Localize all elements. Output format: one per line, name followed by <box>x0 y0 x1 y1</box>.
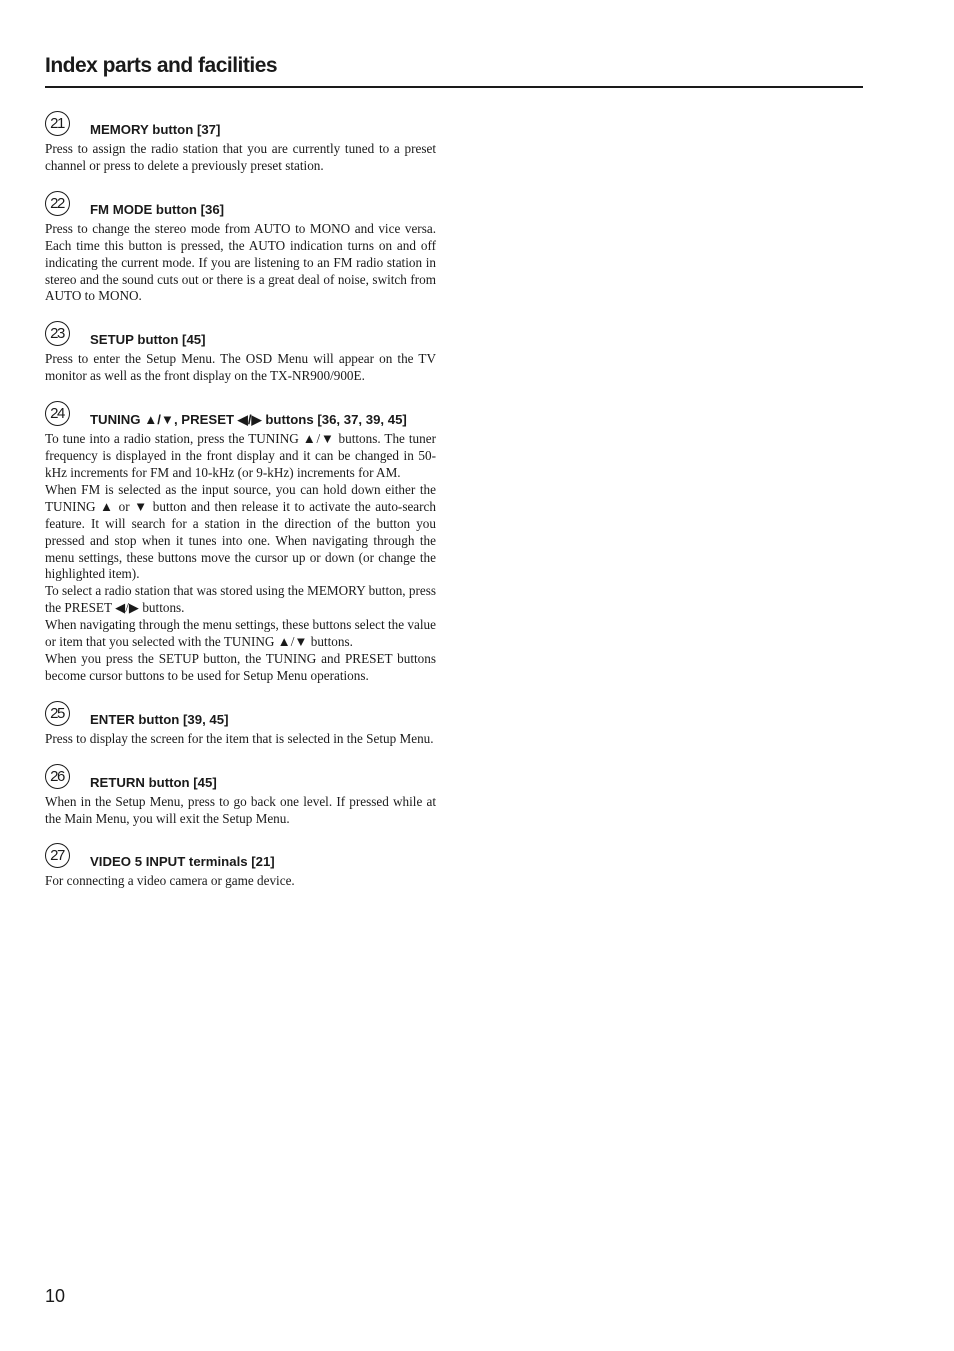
paragraph: When navigating through the menu settings, these buttons select the value or item that you selected with the TUNING ▲/▼ buttons. <box>45 617 436 650</box>
paragraph: When FM is selected as the input source, you can hold down either the TUNING ▲ or ▼ button and then release it to activate the auto-search feature. It will search for a station in the direction of the button you pressed and stop when it tunes into one. When navigating through the menu settings, these buttons move the cursor up or down (or change the highlighted item). <box>45 481 436 582</box>
entry-header <box>45 398 436 428</box>
entry-title: TUNING ▲/▼, PRESET ◀/▶ buttons [36, 37, 39, 45] <box>90 412 407 428</box>
entry-header <box>45 761 436 791</box>
entry-memory-button <box>45 108 436 175</box>
entry-header <box>45 188 436 218</box>
entry-title: ENTER button [39, 45] <box>90 711 229 727</box>
entry-description <box>45 873 436 890</box>
item-number-badge: 22 <box>45 191 70 216</box>
item-number-badge: 27 <box>45 843 70 868</box>
entry-video5-input-terminals <box>45 840 436 890</box>
item-number-badge: 26 <box>45 764 70 789</box>
entry-header <box>45 108 436 138</box>
entry-description <box>45 794 436 828</box>
entry-title: SETUP button [45] <box>90 332 206 348</box>
entry-description <box>45 221 436 306</box>
entry-description <box>45 731 436 748</box>
paragraph: For connecting a video camera or game device. <box>45 873 295 889</box>
entry-description <box>45 431 436 685</box>
index-entries <box>45 108 436 903</box>
entry-setup-button <box>45 318 436 385</box>
entry-title: RETURN button [45] <box>90 774 217 790</box>
paragraph: When in the Setup Menu, press to go back one level. If pressed while at the Main Menu, you will exit the Setup Menu. <box>45 793 436 826</box>
entry-description <box>45 351 436 385</box>
paragraph: To tune into a radio station, press the TUNING ▲/▼ buttons. The tuner frequency is displayed in the front display and it can be changed in 50-kHz increments for FM and 10-kHz (or 9-kHz) increments for AM. <box>45 431 436 480</box>
paragraph: Press to enter the Setup Menu. The OSD Menu will appear on the TV monitor as well as the front display on the TX-NR900/900E. <box>45 351 436 384</box>
page-header <box>45 50 863 88</box>
entry-header <box>45 840 436 870</box>
paragraph: Press to change the stereo mode from AUTO to MONO and vice versa. Each time this button is pressed, the AUTO indication turns on and off indicating the current mode. If you are listening to an FM radio station in stereo and the sound cuts out or there is a great deal of noise, switch from AUTO to MONO. <box>45 220 436 304</box>
paragraph: To select a radio station that was stored using the MEMORY button, press the PRESET ◀/▶ buttons. <box>45 583 436 616</box>
entry-description <box>45 141 436 175</box>
page-title: Index parts and facilities <box>45 54 278 77</box>
entry-fm-mode-button <box>45 188 436 306</box>
paragraph: When you press the SETUP button, the TUNING and PRESET buttons become cursor buttons to be used for Setup Menu operations. <box>45 650 436 683</box>
entry-title: MEMORY button [37] <box>90 122 221 137</box>
entry-header <box>45 318 436 348</box>
entry-title: FM MODE button [36] <box>90 201 225 217</box>
entry-header <box>45 698 436 728</box>
entry-enter-button <box>45 698 436 748</box>
item-number-badge: 25 <box>45 701 70 726</box>
entry-tuning-preset-buttons <box>45 398 436 685</box>
item-number-badge: 24 <box>45 401 70 426</box>
item-number-badge: 21 <box>45 111 70 136</box>
paragraph: Press to display the screen for the item that is selected in the Setup Menu. <box>45 730 434 746</box>
entry-return-button <box>45 761 436 828</box>
page-number: 10 <box>45 1286 66 1306</box>
entry-title: VIDEO 5 INPUT terminals [21] <box>90 854 275 870</box>
paragraph: Press to assign the radio station that you are currently tuned to a preset channel or press to delete a previously preset station. <box>45 141 436 173</box>
item-number-badge: 23 <box>45 321 70 346</box>
